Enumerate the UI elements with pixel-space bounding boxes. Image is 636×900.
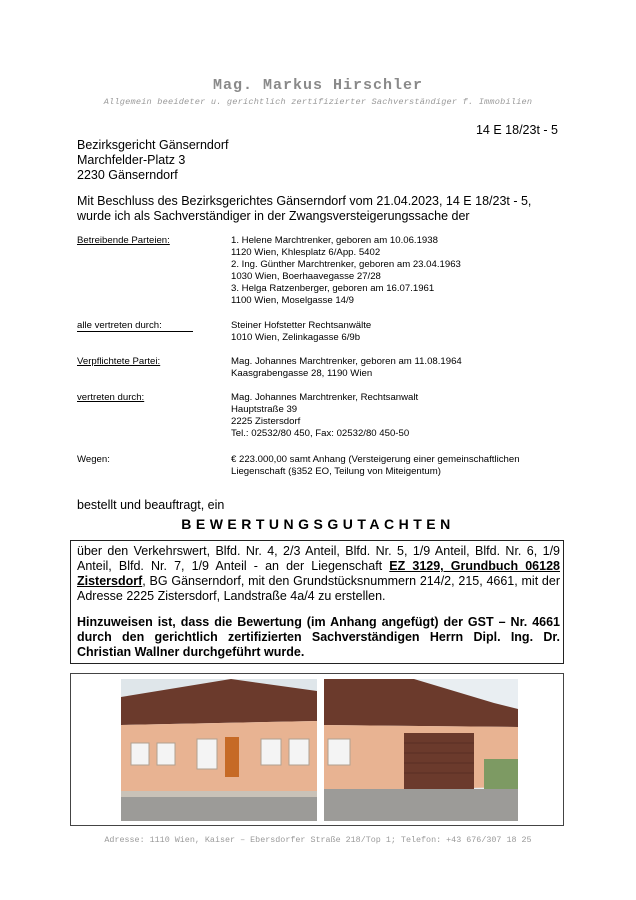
betreibende-label: Betreibende Parteien: [77,235,170,246]
vertreten-label: vertreten durch: [77,392,145,403]
intro-paragraph: Mit Beschluss des Bezirksgerichtes Gänserndorf vom 21.04.2023, 14 E 18/23t - 5, wurde ich als Sachverständiger in der Zwangsversteigerungssache der [77,194,532,223]
party-line: 1. Helene Marchtrenker, geboren am 10.06.1938 [231,235,438,246]
party-line: Kaasgrabengasse 28, 1190 Wien [231,368,373,379]
court-address-line: Bezirksgericht Gänserndorf [77,138,229,152]
wegen-value [231,454,520,478]
court-address-line: Marchfelder-Platz 3 [77,153,186,167]
party-line: 2225 Zistersdorf [231,416,301,427]
court-address-line: 2230 Gänserndorf [77,168,178,182]
party-line: 1010 Wien, Zelinkagasse 6/9b [231,332,361,343]
wegen-label: Wegen: [77,454,110,465]
verpflichtete-party [231,356,462,380]
bestellt-text: bestellt und beauftragt, ein [77,498,225,512]
vertreten-alle-label: alle vertreten durch: [77,320,193,332]
case-reference: 14 E 18/23t - 5 [475,123,558,137]
party-line: Tel.: 02532/80 450, Fax: 02532/80 450-50 [231,428,410,439]
house-photo-right [324,679,518,821]
party-line: 1120 Wien, Khlesplatz 6/App. 5402 [231,247,381,258]
party-line: Mag. Johannes Marchtrenker, Rechtsanwalt [231,392,419,403]
party-line: 3. Helga Ratzenberger, geboren am 16.07.1961 [231,283,435,294]
party-line: 2. Ing. Günther Marchtrenker, geboren am 23.04.1963 [231,259,461,270]
document-title: BEWERTUNGSGUTACHTEN [181,516,455,532]
photo-frame [70,673,564,826]
party-line: Mag. Johannes Marchtrenker, geboren am 11.08.1964 [231,356,462,367]
party-line: Steiner Hofstetter Rechtsanwälte [231,320,372,331]
scope-text-a: über den Verkehrswert, Blfd. Nr. 4, 2/3 Anteil, Blfd. Nr. 5, 1/9 Anteil, Blfd. Nr. 6, 1/9 Anteil, Blfd. Nr. 7, 1/9 Anteil - an der Liegenschaft [77,544,560,573]
land-register-entry: EZ 3129, Grundbuch 06128 Zistersdorf [77,559,560,588]
house-photo-left [121,679,317,821]
vertreten-party [231,392,418,440]
footer-address: Adresse: 1110 Wien, Kaiser – Ebersdorfer Straße 218/Top 1; Telefon: +43 676/307 18 25 [104,835,532,845]
verpflichtete-label: Verpflichtete Partei: [77,356,161,367]
author-subtitle: Allgemein beeideter u. gerichtlich zertifizierter Sachverständiger f. Immobilien [103,97,533,107]
scope-text-b: , BG Gänserndorf, mit den Grundstücksnummern 214/2, 215, 4661, mit der Adresse 2225 Zistersdorf, Landstraße 4a/4 zu erstellen. [77,574,560,603]
party-line: Hauptstraße 39 [231,404,298,415]
author-name: Mag. Markus Hirschler [212,77,424,94]
court-address [77,138,228,183]
wegen-line: Liegenschaft (§352 EO, Teilung von Miteigentum) [231,466,441,477]
vertreten-alle [231,320,371,344]
party-line: 1100 Wien, Moselgasse 14/9 [231,295,355,306]
betreibende-parties [231,235,461,307]
notice-paragraph: Hinzuweisen ist, dass die Bewertung (im Anhang angefügt) der GST – Nr. 4661 durch den gerichtlich zertifizierten Sachverständigen Herrn Dipl. Ing. Dr. Christian Wallner durchgeführt wurde. [77,615,560,659]
party-line: 1030 Wien, Boerhaavegasse 27/28 [231,271,381,282]
wegen-line: € 223.000,00 samt Anhang (Versteigerung einer gemeinschaftlichen [231,454,520,465]
scope-paragraph [77,544,560,604]
